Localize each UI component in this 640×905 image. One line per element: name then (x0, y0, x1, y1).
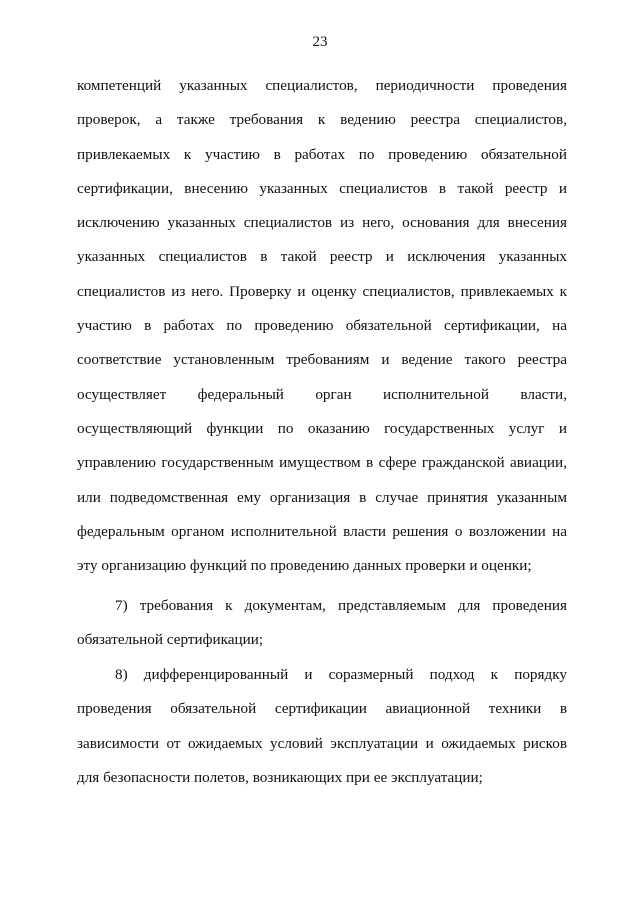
text-line: федеральным органом исполнительной власти решения о возложении на (77, 522, 567, 540)
paragraph-continuation (77, 69, 567, 583)
page-number: 23 (312, 34, 328, 50)
text-line: или подведомственная ему организация в случае принятия указанным (77, 488, 567, 506)
text-line: зависимости от ожидаемых условий эксплуатации и ожидаемых рисков (77, 734, 567, 752)
text-line: 8) дифференцированный и соразмерный подход к порядку (115, 666, 567, 683)
text-line: осуществляет федеральный орган исполнительной власти, (77, 385, 567, 403)
text-line: компетенций указанных специалистов, периодичности проведения (77, 77, 567, 94)
paragraph-item-7 (77, 589, 567, 658)
paragraph-item-8 (77, 658, 567, 795)
text-line: исключению указанных специалистов из него, основания для внесения (77, 214, 567, 232)
text-line: обязательной сертификации; (77, 631, 264, 649)
text-line: проверок, а также требования к ведению реестра специалистов, (77, 111, 567, 129)
text-line: указанных специалистов в такой реестр и исключения указанных (77, 248, 567, 266)
text-line: проведения обязательной сертификации авиационной техники в (77, 700, 567, 718)
text-line: участию в работах по проведению обязательной сертификации, на (77, 317, 567, 335)
text-line: соответствие установленным требованиям и ведение такого реестра (77, 351, 567, 369)
text-line: сертификации, внесению указанных специалистов в такой реестр и (77, 179, 567, 197)
text-line: для безопасности полетов, возникающих при ее эксплуатации; (77, 768, 483, 786)
text-line: привлекаемых к участию в работах по проведению обязательной (77, 145, 567, 163)
text-line: специалистов из него. Проверку и оценку специалистов, привлекаемых к (77, 282, 567, 300)
text-line: управлению государственным имуществом в сфере гражданской авиации, (77, 454, 567, 472)
text-line: эту организацию функций по проведению данных проверки и оценки; (77, 557, 532, 575)
text-line: осуществляющий функции по оказанию государственных услуг и (77, 419, 567, 437)
text-line: 7) требования к документам, представляемым для проведения (115, 597, 567, 614)
